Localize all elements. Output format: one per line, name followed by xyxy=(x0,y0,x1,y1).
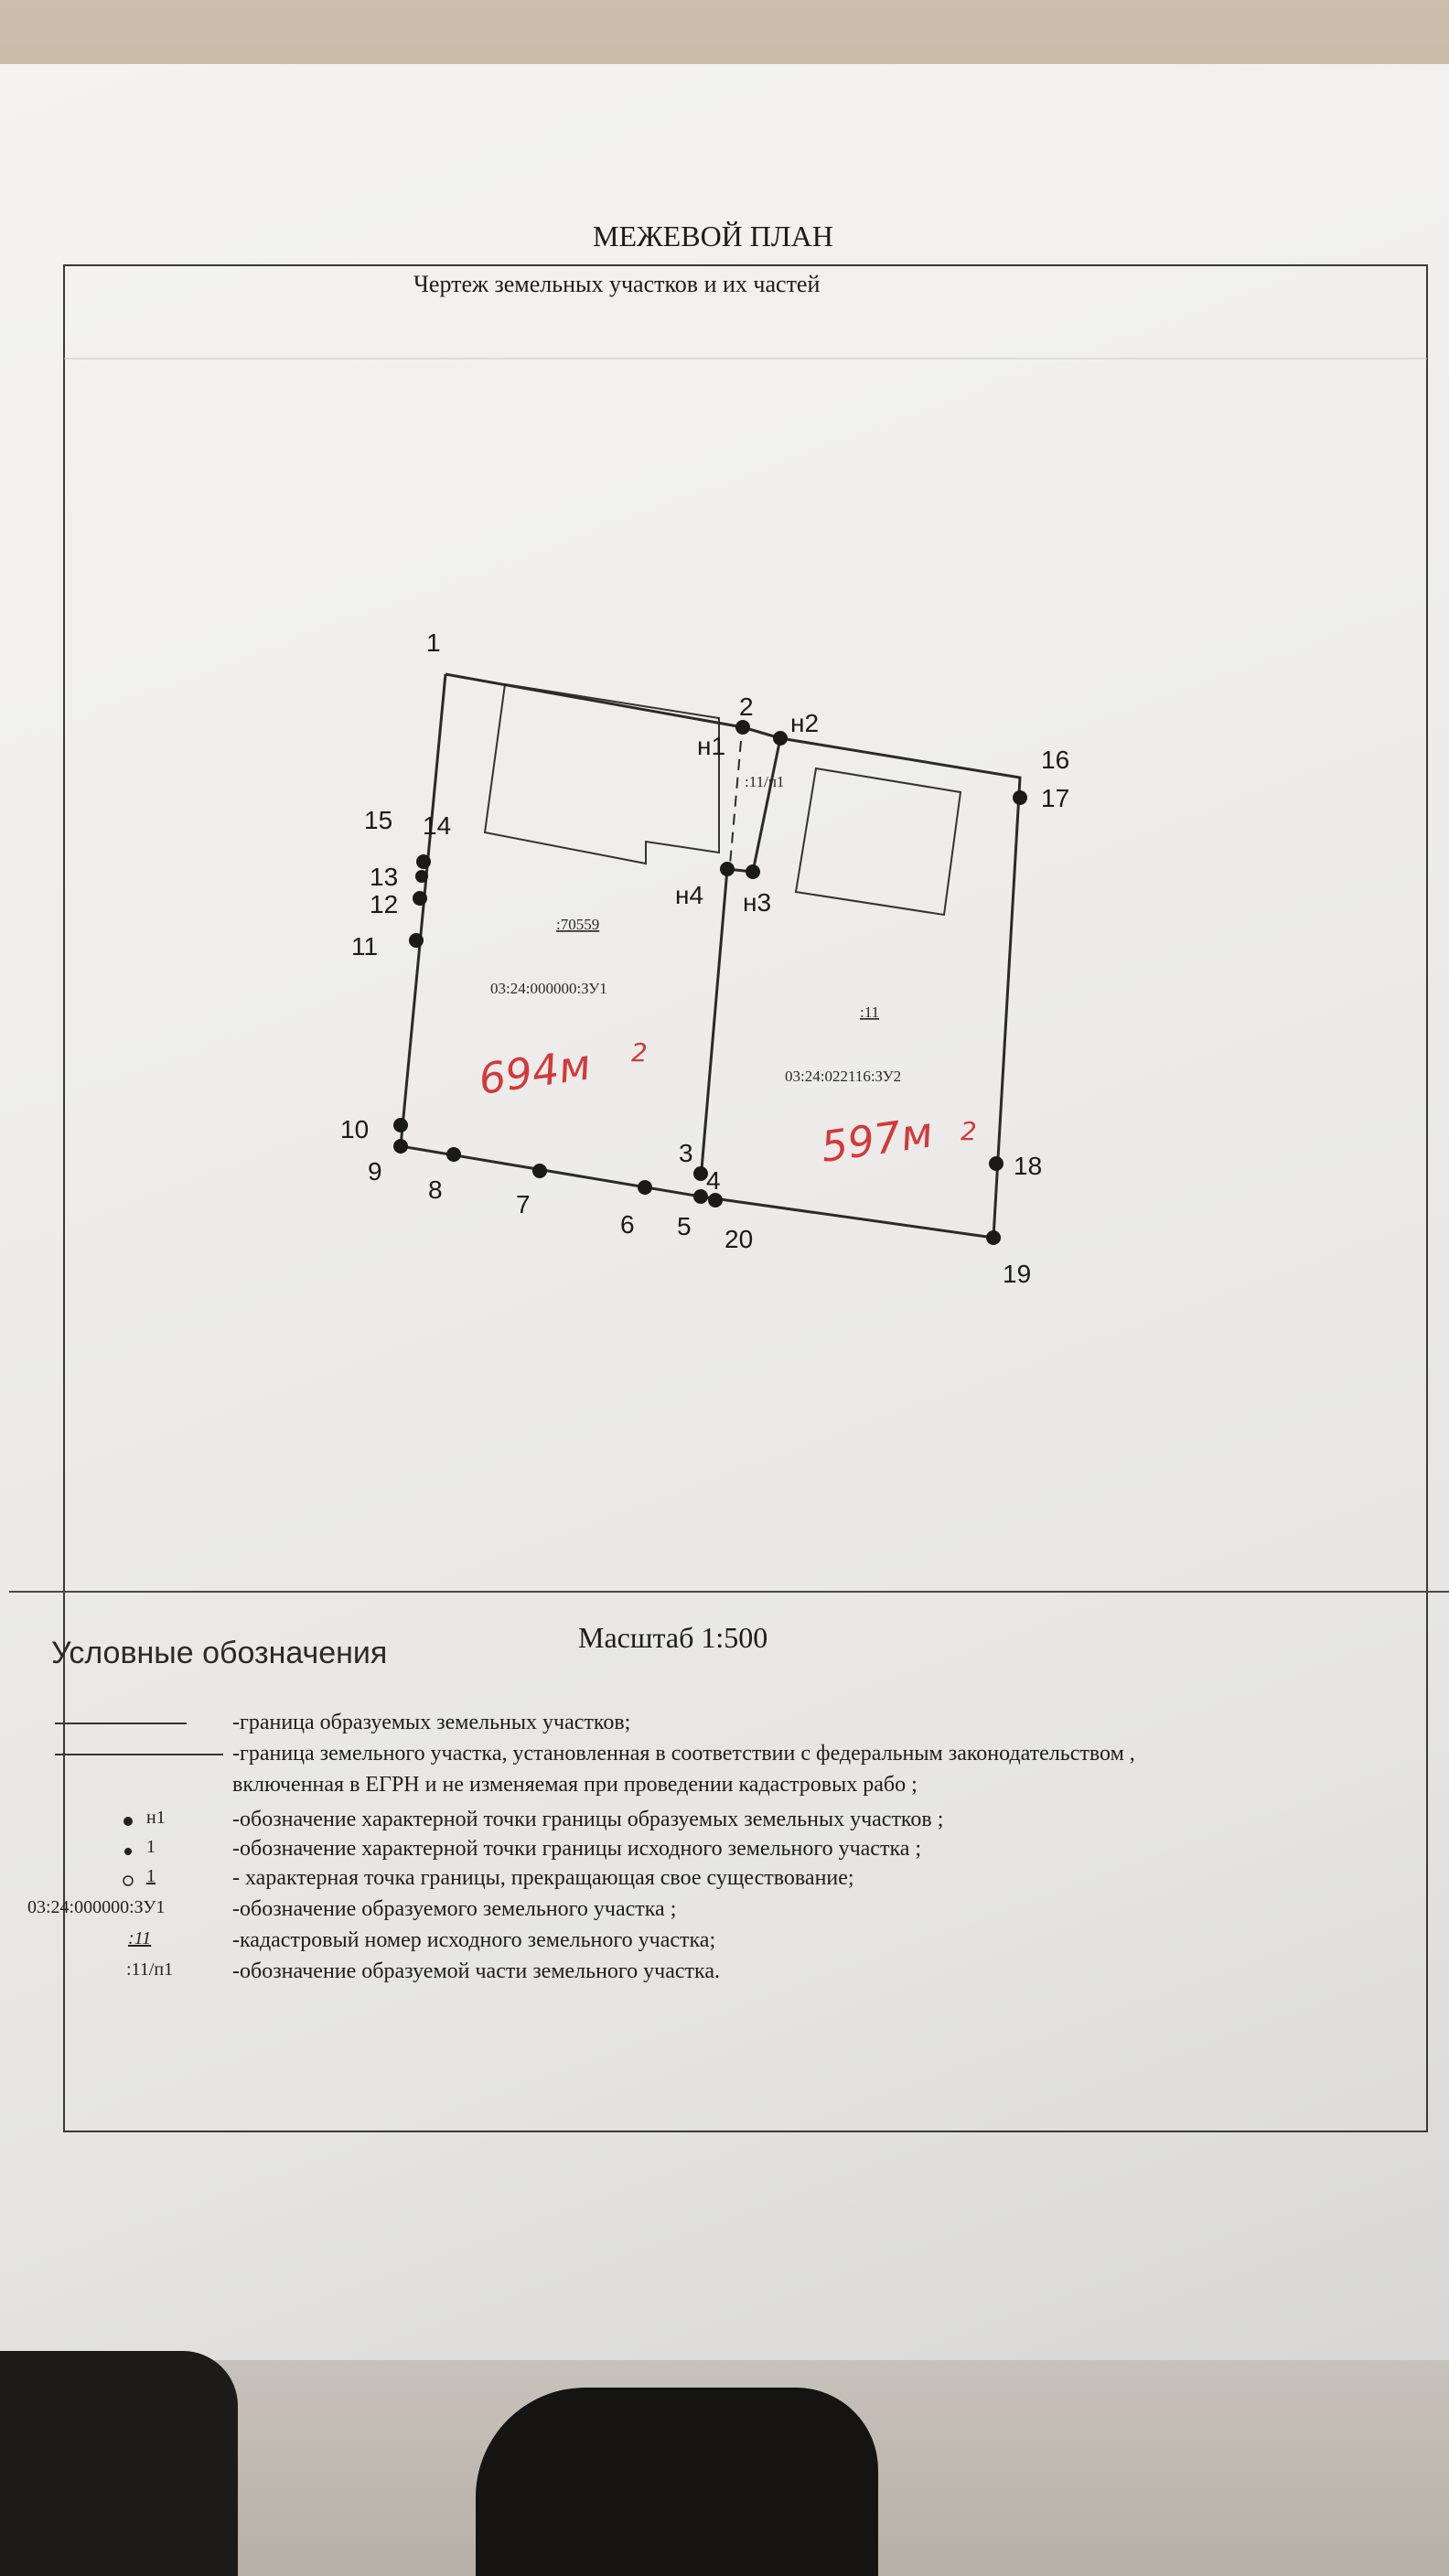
parcel2-area-sup: 2 xyxy=(961,1116,977,1146)
label-20: 20 xyxy=(724,1225,754,1253)
legend-text-9: -обозначение образуемой части земельного участка. xyxy=(232,1959,720,1983)
parcel2-source-number: :11 xyxy=(860,1004,880,1021)
point-2 xyxy=(735,720,750,735)
point-17 xyxy=(1013,790,1027,805)
point-11 xyxy=(409,933,424,948)
label-9: 9 xyxy=(368,1157,382,1186)
legend-row-4 xyxy=(0,1808,1449,1841)
label-17: 17 xyxy=(1041,784,1070,812)
legend-symbol-4: н1 xyxy=(146,1808,166,1828)
point-9 xyxy=(393,1139,408,1154)
label-7: 7 xyxy=(516,1190,531,1218)
page-title: МЕЖЕВОЙ ПЛАН xyxy=(593,220,833,252)
parcel2-area: 597м xyxy=(818,1107,936,1172)
point-n3 xyxy=(746,864,760,879)
point-20 xyxy=(708,1193,723,1208)
legend-row-1 xyxy=(0,1711,1449,1744)
label-n4: н4 xyxy=(675,881,704,909)
label-18: 18 xyxy=(1014,1152,1043,1180)
part-label: :11/п1 xyxy=(745,773,785,790)
legend-symbol-8: :11 xyxy=(128,1928,152,1948)
legend-text-8: -кадастровый номер исходного земельного участка; xyxy=(232,1928,716,1952)
label-3: 3 xyxy=(679,1139,693,1167)
point-n2 xyxy=(773,731,788,746)
label-6: 6 xyxy=(620,1210,635,1239)
point-6 xyxy=(638,1180,652,1195)
point-8 xyxy=(446,1147,461,1162)
drawing-subtitle: Чертеж земельных участков и их частей xyxy=(413,271,821,297)
label-15: 15 xyxy=(364,806,393,834)
legend-row-8 xyxy=(0,1928,1449,1961)
point-10 xyxy=(393,1118,408,1132)
building-1 xyxy=(485,684,719,864)
label-10: 10 xyxy=(340,1115,370,1143)
label-1: 1 xyxy=(426,628,441,657)
legend-symbol-7: 03:24:000000:ЗУ1 xyxy=(27,1897,166,1917)
label-n1: н1 xyxy=(697,732,726,760)
legend-symbol-9: :11/п1 xyxy=(126,1959,174,1980)
building-2 xyxy=(796,768,961,915)
part-dashed-line xyxy=(730,741,741,864)
label-12: 12 xyxy=(370,890,399,918)
legend-title: Условные обозначения xyxy=(51,1636,388,1670)
legend-text-1: -граница образуемых земельных участков; xyxy=(232,1711,631,1734)
label-14: 14 xyxy=(423,811,452,840)
label-5: 5 xyxy=(677,1212,692,1240)
label-4: 4 xyxy=(706,1166,721,1195)
label-13: 13 xyxy=(370,863,399,891)
label-n2: н2 xyxy=(790,709,820,737)
parcel1-area: 694м xyxy=(476,1039,594,1104)
dividing-boundary xyxy=(701,869,727,1180)
legend-text-2: -граница земельного участка, установленная в соответствии с федеральным законодательством , xyxy=(232,1742,1135,1766)
parcel1-designation: 03:24:000000:ЗУ1 xyxy=(490,980,607,997)
legend-text-5: -обозначение характерной точки границы исходного земельного участка ; xyxy=(232,1837,922,1861)
legend-text-4: -обозначение характерной точки границы образуемых земельных участков ; xyxy=(232,1808,944,1831)
legend-row-2 xyxy=(0,1742,1449,1775)
legend-row-3 xyxy=(0,1773,1449,1806)
legend-row-9 xyxy=(0,1959,1449,1992)
legend-symbol-5: 1 xyxy=(146,1837,156,1857)
point-14 xyxy=(416,854,431,869)
label-19: 19 xyxy=(1003,1260,1032,1288)
scale-label: Масштаб 1:500 xyxy=(578,1621,768,1654)
parcel1-source-number: :70559 xyxy=(556,916,600,933)
point-7 xyxy=(532,1164,547,1178)
legend-row-6 xyxy=(0,1866,1449,1899)
point-18 xyxy=(989,1156,1004,1171)
parcel1-area-sup: 2 xyxy=(631,1037,648,1068)
legend-text-6: - характерная точка границы, прекращающая свое существование; xyxy=(232,1866,854,1890)
legend-symbol-6: 1 xyxy=(146,1866,156,1886)
legend-text-3: включенная в ЕГРН и не изменяемая при проведении кадастровых рабо ; xyxy=(232,1773,918,1797)
legend-row-5 xyxy=(0,1837,1449,1870)
legend-row-7 xyxy=(0,1897,1449,1930)
point-n4 xyxy=(720,862,735,876)
label-11: 11 xyxy=(351,932,379,961)
parcel2-designation: 03:24:022116:ЗУ2 xyxy=(785,1068,902,1085)
legend-text-7: -обозначение образуемого земельного участка ; xyxy=(232,1897,677,1921)
label-16: 16 xyxy=(1041,746,1070,774)
point-19 xyxy=(986,1230,1001,1245)
label-n3: н3 xyxy=(743,888,772,917)
point-12 xyxy=(413,891,427,906)
label-2: 2 xyxy=(739,692,754,721)
point-13 xyxy=(415,870,428,883)
label-8: 8 xyxy=(428,1175,443,1204)
